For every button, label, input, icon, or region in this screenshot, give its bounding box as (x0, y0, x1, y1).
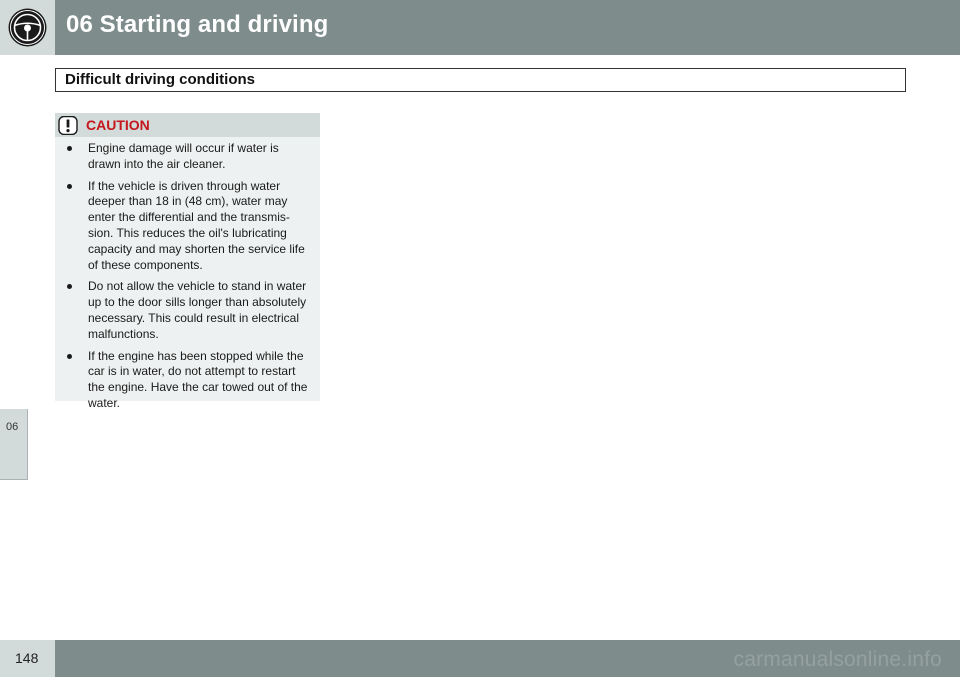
chapter-tab-label: 06 (6, 421, 19, 433)
caution-list (55, 141, 320, 418)
section-heading (55, 68, 906, 92)
chapter-title: 06 Starting and driving (66, 11, 329, 38)
exclamation-icon (58, 116, 78, 135)
caution-item (55, 279, 320, 342)
page-number: 148 (15, 650, 39, 666)
section-title: Difficult driving conditions (65, 71, 255, 88)
caution-label: CAUTION (86, 117, 150, 133)
bullet-icon (67, 146, 72, 151)
header-icon-box (0, 0, 55, 55)
bullet-icon (67, 284, 72, 289)
caution-item-text: If the engine has been stopped while the car is in water, do not attempt to restart the engine. Have the car towed out of the water. (88, 348, 308, 410)
caution-item-text: Do not allow the vehicle to stand in water up to the door sills longer than absolutely necessary. This could result in electrical malfunctions. (88, 279, 307, 341)
bullet-icon (67, 184, 72, 189)
caution-item (55, 179, 320, 274)
chapter-tab-06[interactable] (0, 409, 28, 480)
caution-box (55, 113, 320, 410)
caution-item (55, 141, 320, 173)
watermark: carmanualsonline.info (733, 648, 942, 671)
caution-item (55, 349, 320, 412)
steering-wheel-icon (7, 7, 48, 48)
bullet-icon (67, 354, 72, 359)
caution-item-text: If the vehicle is driven through water deeper than 18 in (48 cm), water may enter the differential and the transmis-sion. This reduces the oil's lubricating capacity and may shorten the service life of these components. (88, 178, 305, 272)
caution-header (55, 113, 320, 137)
caution-item-text: Engine damage will occur if water is drawn into the air cleaner. (88, 141, 279, 171)
page-number-box (0, 640, 55, 677)
